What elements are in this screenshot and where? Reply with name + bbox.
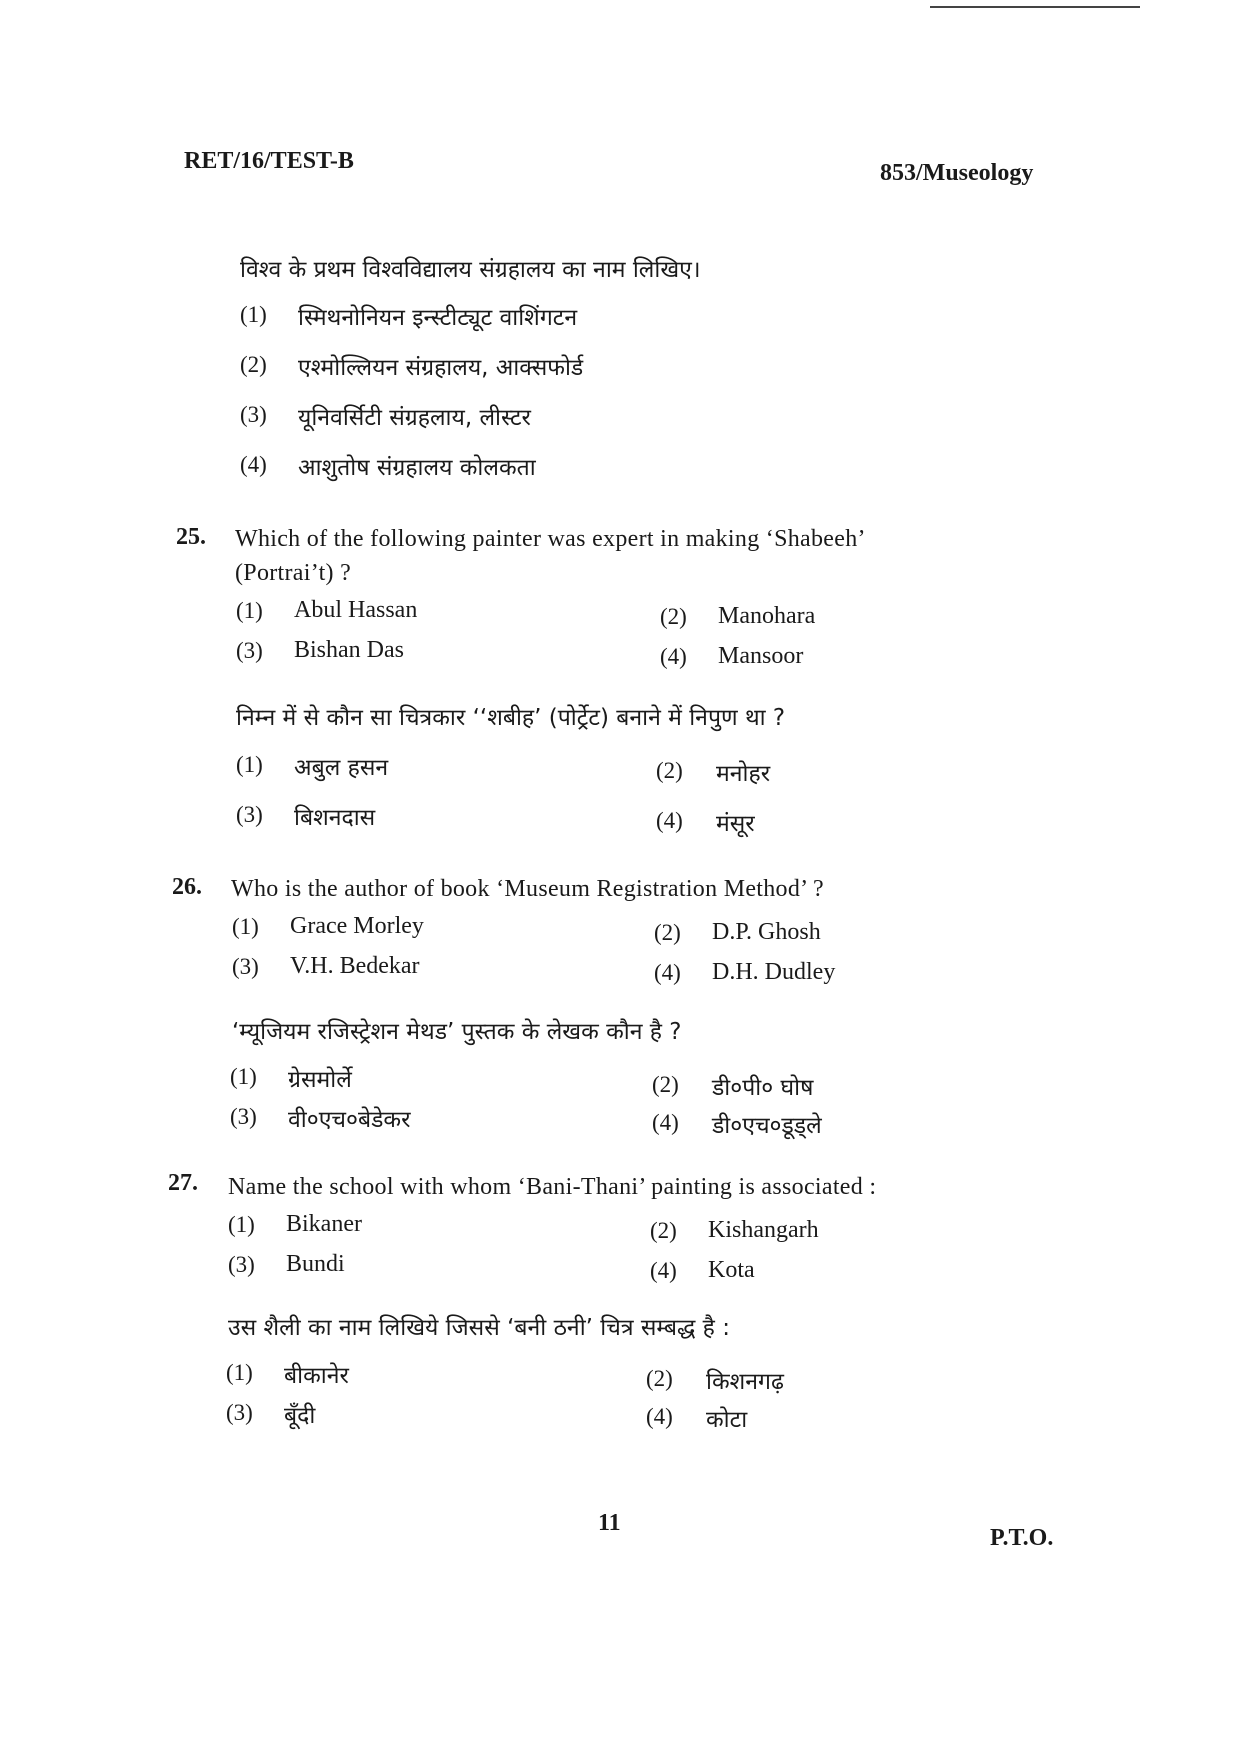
q26-hindi-question: ‘म्यूजियम रजिस्ट्रेशन मेथड’ पुस्तक के लेखक कौन है ? — [232, 1019, 682, 1045]
q27-hi-option-2: किशनगढ़ — [706, 1369, 784, 1395]
q26-hi-option-3: वी०एच०बेडेकर — [288, 1107, 411, 1133]
q27-option-2: Kishangarh — [708, 1217, 819, 1243]
q24-hi-option-2: एश्मोल्लियन संग्रहालय, आक्सफोर्ड — [298, 355, 584, 381]
q27-hindi-question: उस शैली का नाम लिखिये जिससे ‘बनी ठनी’ चित्र सम्बद्ध है : — [228, 1315, 730, 1341]
q24-hi-option-1: स्मिथनोनियन इन्स्टीट्यूट वाशिंगटन — [298, 305, 578, 331]
q26-hi-option-1: ग्रेसमोर्ले — [288, 1067, 352, 1093]
q27-option-2-number: (2) — [650, 1218, 677, 1243]
q25-option-3-number: (3) — [236, 638, 263, 663]
q27-hi-option-3-number: (3) — [226, 1400, 253, 1425]
q24-hi-option-3: यूनिवर्सिटी संग्रहलाय, लीस्टर — [298, 405, 531, 431]
subject-code: 853/Museology — [880, 160, 1034, 186]
q25-hindi-question: निम्न में से कौन सा चित्रकार ‘‘शबीह’ (पोर्ट्रेट) बनाने में निपुण था ? — [236, 705, 786, 731]
q26-option-1: Grace Morley — [290, 913, 424, 939]
q25-hi-option-4-number: (4) — [656, 808, 683, 833]
q25-number: 25. — [176, 524, 206, 550]
q26-option-4: D.H. Dudley — [712, 959, 836, 985]
q26-hi-option-4-number: (4) — [652, 1110, 679, 1135]
q24-hi-option-1-number: (1) — [240, 302, 267, 327]
q25-option-2-number: (2) — [660, 604, 687, 629]
q25-hi-option-3-number: (3) — [236, 802, 263, 827]
page-number: 11 — [598, 1510, 621, 1536]
q27-hi-option-1-number: (1) — [226, 1360, 253, 1385]
q26-hi-option-1-number: (1) — [230, 1064, 257, 1089]
q26-option-2: D.P. Ghosh — [712, 919, 821, 945]
q25-hi-option-2-number: (2) — [656, 758, 683, 783]
q27-option-1: Bikaner — [286, 1211, 362, 1237]
q24-hi-option-3-number: (3) — [240, 402, 267, 427]
q25-question-line1: Which of the following painter was expert in making ‘Shabeeh’ — [235, 526, 866, 552]
q24-hindi-question: विश्व के प्रथम विश्वविद्यालय संग्रहालय का नाम लिखिए। — [240, 257, 701, 283]
q26-hi-option-2: डी०पी० घोष — [712, 1075, 814, 1101]
q26-hi-option-2-number: (2) — [652, 1072, 679, 1097]
q24-hi-option-2-number: (2) — [240, 352, 267, 377]
q25-question-line2: (Portrai’t) ? — [235, 560, 352, 586]
q26-question-line1: Who is the author of book ‘Museum Registration Method’ ? — [231, 876, 824, 902]
q27-option-4: Kota — [708, 1257, 755, 1283]
q25-hi-option-2: मनोहर — [716, 761, 771, 787]
q27-hi-option-4-number: (4) — [646, 1404, 673, 1429]
q27-hi-option-2-number: (2) — [646, 1366, 673, 1391]
q26-option-3: V.H. Bedekar — [290, 953, 420, 979]
q26-option-1-number: (1) — [232, 914, 259, 939]
q27-hi-option-3: बूँदी — [284, 1403, 316, 1429]
scan-edge-line — [930, 6, 1140, 8]
q25-hi-option-1-number: (1) — [236, 752, 263, 777]
q25-hi-option-3: बिशनदास — [294, 805, 376, 831]
exam-code: RET/16/TEST-B — [184, 148, 354, 174]
q27-question-line1: Name the school with whom ‘Bani-Thani’ painting is associated : — [228, 1174, 877, 1200]
q26-hi-option-3-number: (3) — [230, 1104, 257, 1129]
q24-hi-option-4: आशुतोष संग्रहालय कोलकता — [298, 455, 536, 481]
q25-option-2: Manohara — [718, 603, 816, 629]
q27-hi-option-1: बीकानेर — [284, 1363, 349, 1389]
q25-hi-option-1: अबुल हसन — [294, 755, 389, 781]
q27-hi-option-4: कोटा — [706, 1407, 748, 1433]
q25-option-1: Abul Hassan — [294, 597, 418, 623]
please-turn-over: P.T.O. — [990, 1525, 1054, 1551]
q27-option-1-number: (1) — [228, 1212, 255, 1237]
q27-option-4-number: (4) — [650, 1258, 677, 1283]
q26-option-3-number: (3) — [232, 954, 259, 979]
q25-hi-option-4: मंसूर — [716, 811, 755, 837]
q26-number: 26. — [172, 874, 202, 900]
q26-option-4-number: (4) — [654, 960, 681, 985]
q25-option-1-number: (1) — [236, 598, 263, 623]
q27-option-3-number: (3) — [228, 1252, 255, 1277]
q25-option-4-number: (4) — [660, 644, 687, 669]
q27-number: 27. — [168, 1170, 198, 1196]
q25-option-3: Bishan Das — [294, 637, 404, 663]
q26-option-2-number: (2) — [654, 920, 681, 945]
q25-option-4: Mansoor — [718, 643, 804, 669]
q24-hi-option-4-number: (4) — [240, 452, 267, 477]
q26-hi-option-4: डी०एच०डूड्ले — [712, 1113, 822, 1139]
q27-option-3: Bundi — [286, 1251, 345, 1277]
